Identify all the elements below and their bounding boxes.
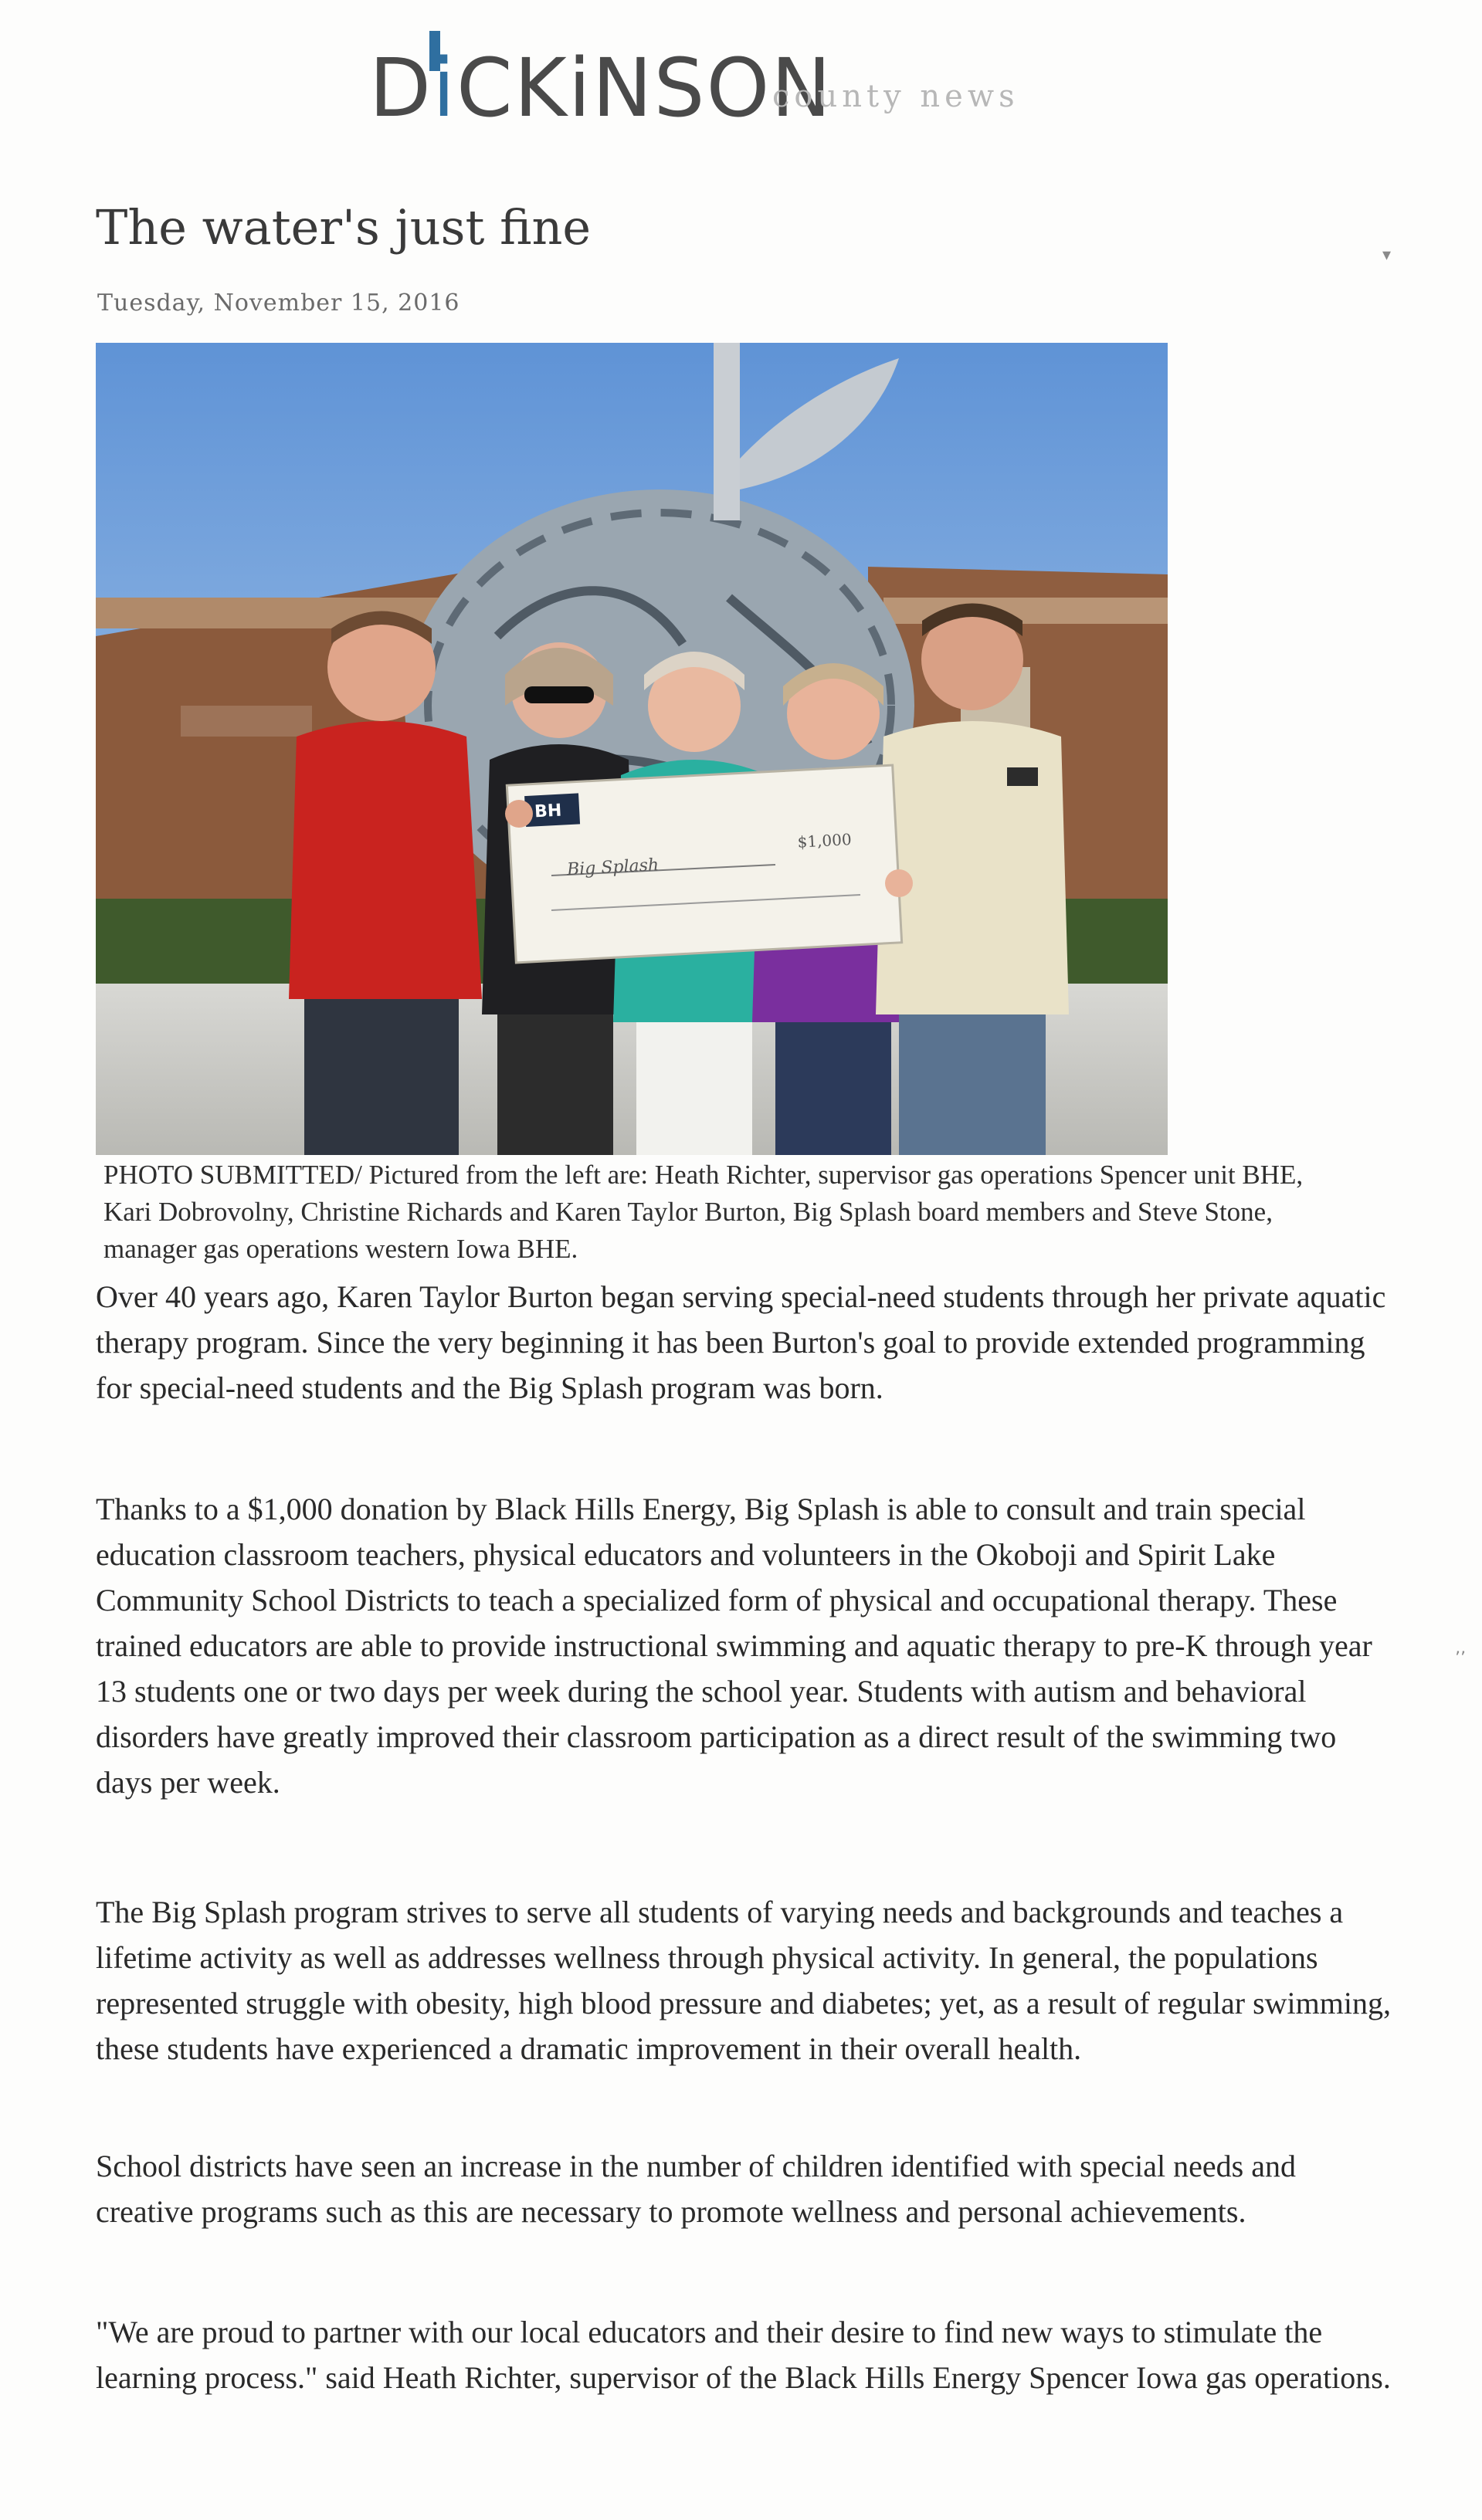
scan-speck: ’’ — [1455, 1649, 1466, 1668]
masthead-subtitle: county news — [772, 79, 1019, 114]
paragraph-3: The Big Splash program strives to serve all students of varying needs and backgrounds and teaches a lifetime activity as well as addresses wellness through physical activity. In general, the populations represented struggle with obesity, high blood pressure and diabetes; yet, as a result of regular swimming, these students have experienced a dramatic improvement in their overall health. — [96, 1895, 1391, 2066]
check-payee: Big Splash — [566, 855, 660, 880]
masthead — [363, 31, 1135, 135]
paragraph-4: School districts have seen an increase in the number of children identified with special needs and creative programs such as this are necessary to promote wellness and personal achievements. — [96, 2149, 1296, 2229]
article-headline: The water's just fine — [96, 199, 592, 256]
paragraph-2: Thanks to a $1,000 donation by Black Hills Energy, Big Splash is able to consult and train special education classroom teachers, physical educators and volunteers in the Okoboji and Spirit Lake Community School Districts to teach a specialized form of physical and occupational therapy. These trained educators are able to provide instructional swimming and aquatic therapy to pre-K through year 13 students one or two days per week during the school year. Students with autism and behavioral disorders have greatly improved their classroom participation as a direct result of the swimming two days per week. — [96, 1492, 1372, 1800]
scan-speck: ▾ — [1382, 246, 1392, 265]
logo-letter-i: i — [432, 41, 456, 135]
article-date: Tuesday, November 15, 2016 — [97, 290, 460, 317]
building-sign — [181, 706, 312, 737]
article-photo — [96, 343, 1168, 1155]
apple-stem — [714, 343, 740, 520]
check-logo: BH — [534, 801, 562, 822]
check-amount: $1,000 — [797, 829, 853, 852]
donation-check — [507, 765, 901, 963]
paragraph-1: Over 40 years ago, Karen Taylor Burton began serving special-need students through her private aquatic therapy program. Since the very beginning it has been Burton's goal to provide extended programming for special-need students and the Big Splash program was born. — [96, 1279, 1386, 1405]
logo-letter-d: D — [369, 41, 433, 135]
logo-letters-rest: CKiNSON — [456, 41, 833, 135]
paragraph-5: "We are proud to partner with our local educators and their desire to find new ways to stimulate the learning process." said Heath Richter, supervisor of the Black Hills Energy Spencer Iowa gas operations. — [96, 2315, 1391, 2395]
photo-caption: PHOTO SUBMITTED/ Pictured from the left are: Heath Richter, supervisor gas operations Spencer unit BHE, Kari Dobrovolny, Christine Richards and Karen Taylor Burton, Big Splash board members and Steve Stone, manager gas operations western Iowa BHE. — [103, 1160, 1304, 1264]
masthead-logo — [369, 41, 833, 135]
